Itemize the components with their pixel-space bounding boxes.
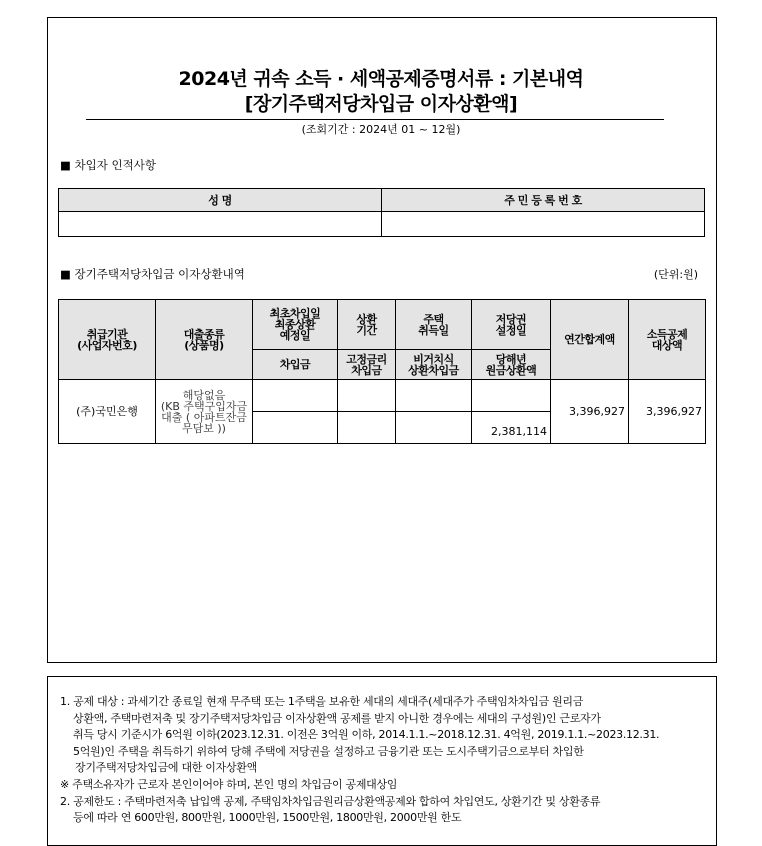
cell-non-deferred — [396, 412, 472, 444]
unit-label: (단위:원) — [653, 268, 698, 281]
header-institution: 취급기관 (사업자번호) — [59, 300, 156, 380]
header-first-date: 최초차입일 최종상환 예정일 — [253, 300, 338, 350]
cell-borrowed — [253, 412, 338, 444]
header-principal: 당해년 원금상환액 — [472, 350, 551, 380]
header-acquired: 주택 취득일 — [396, 300, 472, 350]
header-annual-total: 연간합계액 — [551, 300, 629, 380]
header-mortgage: 저당권 설정일 — [472, 300, 551, 350]
notes — [60, 694, 710, 827]
header-fixed-rate: 고정금리 차입금 — [338, 350, 396, 380]
cell-period — [338, 380, 396, 412]
cell-fixed-rate — [338, 412, 396, 444]
borrower-table — [58, 188, 705, 237]
cell-loan-type: 해당없음 (KB 주택구입자금 대출 ( 아파트잔금 무담보 )) — [156, 380, 253, 444]
borrower-rrn — [382, 212, 705, 237]
header-deductible: 소득공제 대상액 — [629, 300, 706, 380]
cell-institution: (주)국민은행 — [59, 380, 156, 444]
borrower-name — [59, 212, 382, 237]
section-borrower-label: ■ 차입자 인적사항 — [60, 158, 156, 172]
query-period: (조회기간 : 2024년 01 ~ 12월) — [301, 123, 461, 136]
header-non-deferred: 비거치식 상환차입금 — [396, 350, 472, 380]
header-borrowed: 차입금 — [253, 350, 338, 380]
note-line: ※ 주택소유자가 근로자 본인이어야 하며, 본인 명의 차입금이 공제대상임 — [60, 777, 398, 791]
note-line: 상환액, 주택마련저축 및 장기주택저당차입금 이자상환액 공제를 받지 아니한 경우에는 세대의 구성원)인 근로자가 — [73, 711, 601, 725]
header-loan-type: 대출종류 (상품명) — [156, 300, 253, 380]
header-rrn: 주 민 등 록 번 호 — [382, 189, 705, 212]
note-line: 등에 따라 연 600만원, 800만원, 1000만원, 1500만원, 1800만원, 2000만원 한도 — [73, 811, 462, 825]
divider — [86, 119, 664, 120]
note-line: 2. 공제한도 : 주택마련저축 납입액 공제, 주택임차차입금원리금상환액공제와 합하여 차입연도, 상환기간 및 상환종류 — [60, 794, 601, 808]
cell-deductible: 3,396,927 — [629, 380, 706, 444]
table-row — [59, 380, 706, 412]
cell-acquired — [396, 380, 472, 412]
note-line: 취득 당시 기준시가 6억원 이하(2023.12.31. 이전은 3억원 이하, 2014.1.1.~2018.12.31. 4억원, 2019.1.1.~2023.12.31. — [73, 728, 660, 742]
header-name: 성 명 — [59, 189, 382, 212]
document-subtitle: [장기주택저당차입금 이자상환액] — [244, 93, 518, 115]
document-title: 2024년 귀속 소득 · 세액공제증명서류 : 기본내역 — [178, 68, 584, 90]
cell-mortgage — [472, 380, 551, 412]
note-line: 장기주택저당차입금에 대한 이자상환액 — [75, 761, 257, 775]
cell-first-date — [253, 380, 338, 412]
cell-annual-total: 3,396,927 — [551, 380, 629, 444]
header-period: 상환 기간 — [338, 300, 396, 350]
section-interest-label: ■ 장기주택저당차입금 이자상환내역 — [60, 267, 245, 281]
note-line: 1. 공제 대상 : 과세기간 종료일 현재 무주택 또는 1주택을 보유한 세대의 세대주(세대주가 주택임차차입금 원리금 — [60, 695, 584, 708]
interest-table — [58, 299, 706, 444]
cell-principal: 2,381,114 — [472, 412, 551, 444]
note-line: 5억원)인 주택을 취득하기 위하여 당해 주택에 저당권을 설정하고 금융기관 또는 도시주택기금으로부터 차입한 — [73, 744, 584, 758]
